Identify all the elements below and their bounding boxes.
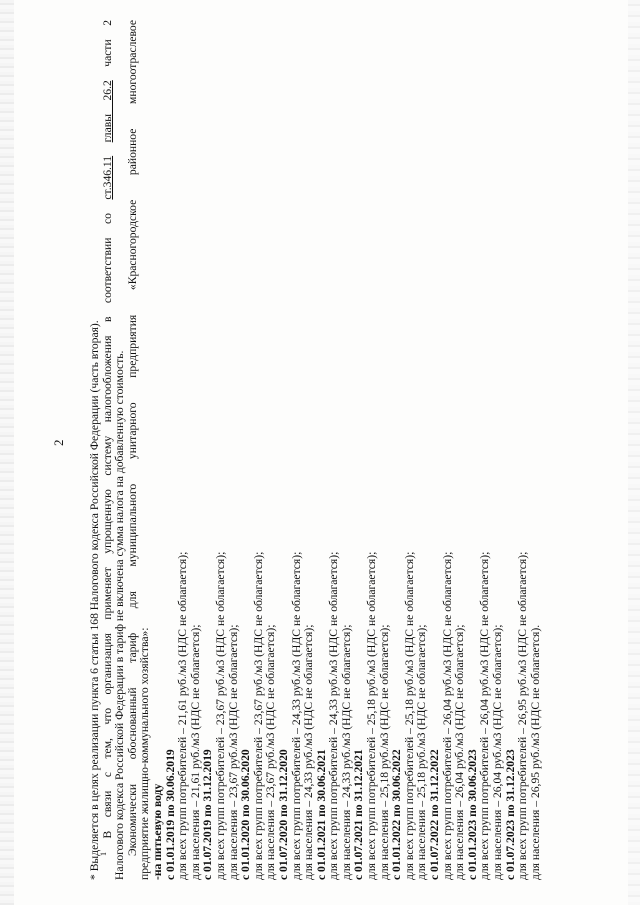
intro-line-1: Экономически обоснованный тариф для муниципального унитарного предприятия «Красногородское районное многоотраслевое [125,20,139,856]
period-label: с 01.01.2021 по 30.06.2021 [314,749,328,880]
tariff-population: для населения – 23,67 руб./м3 (НДС не облагается); [264,624,278,880]
tariff-population: для населения – 26,04 руб./м3 (НДС не облагается); [491,624,504,880]
footnote-one-mark: 1 [98,852,108,856]
document-body [89,10,609,880]
tariff-population: для населения – 26,04 руб./м3 (НДС не облагается); [453,624,467,880]
footnote-one-continuation: Налогового кодекса Российской Федерации в тариф не включена сумма налога на добавленную стоимость. [113,350,127,880]
footnote-star: * Выделяется в целях реализации пункта 6 статьи 168 Налогового кодекса Российской Федерации (часть вторая). [88,320,101,880]
tariff-all-consumers: для всех групп потребителей – 24,33 руб./м3 (НДС не облагается); [327,551,341,880]
tariff-all-consumers: для всех групп потребителей – 24,33 руб./м3 (НДС не облагается); [289,551,303,880]
period-label: с 01.07.2019 по 31.12.2019 [201,749,215,880]
period-label: с 01.01.2023 по 30.06.2023 [465,749,479,880]
tariff-population: для населения – 25,18 руб./м3 (НДС не облагается); [377,624,391,880]
tariff-population: для населения – 23,67 руб./м3 (НДС не облагается); [226,624,240,880]
tariff-population: для населения – 26,95 руб./м3 (НДС не облагается). [528,624,542,880]
period-label: с 01.07.2021 по 31.12.2021 [352,749,366,880]
scan-edge-left [0,0,14,905]
tariff-all-consumers: для всех групп потребителей – 23,67 руб./м3 (НДС не облагается); [251,551,265,880]
period-label: с 01.01.2020 по 30.06.2020 [239,749,253,880]
footnote-one-text-a: В связи с тем, что организация применяет упрощенную систему налогообложения в соответствии со [100,213,114,839]
period-label: с 01.07.2023 по 31.12.2023 [503,749,517,880]
period-label: с 01.01.2019 по 30.06.2019 [163,749,177,880]
section-heading: -на питьевую воду [150,783,164,880]
tariff-all-consumers: для всех групп потребителей – 25,18 руб./м3 (НДС не облагается); [402,551,416,880]
tariff-all-consumers: для всех групп потребителей – 26,95 руб./м3 (НДС не облагается); [516,551,530,880]
scan-edge-right [628,0,640,905]
tariff-all-consumers: для всех групп потребителей – 21,61 руб./м3 (НДС не облагается); [176,551,190,880]
tariff-all-consumers: для всех групп потребителей – 26,04 руб./м3 (НДС не облагается); [440,551,454,880]
tariff-population: для населения – 21,61 руб./м3 (НДС не облагается); [188,624,202,880]
period-label: с 01.07.2020 по 31.12.2020 [276,749,290,880]
tariff-periods [165,10,543,880]
tariff-population: для населения – 25,18 руб./м3 (НДС не облагается); [415,624,429,880]
tariff-all-consumers: для всех групп потребителей – 25,18 руб./м3 (НДС не облагается); [365,551,379,880]
period-label: с 01.01.2022 по 30.06.2022 [390,749,404,880]
intro-line-2: предприятие жилищно-коммунального хозяйства»: [138,627,152,880]
footnote-one-link-article[interactable]: ст.346.11 [100,155,114,200]
page-number: 2 [51,439,66,446]
tariff-all-consumers: для всех групп потребителей – 26,04 руб./м3 (НДС не облагается); [478,551,492,880]
tariff-all-consumers: для всех групп потребителей – 23,67 руб./м3 (НДС не облагается); [213,551,227,880]
footnote-one-link-chapter[interactable]: главы 26.2 [100,80,114,143]
tariff-population: для населения – 24,33 руб./м3 (НДС не облагается); [339,624,353,880]
footnote-one-text-b: части 2 [100,20,114,67]
period-label: с 01.07.2022 по 31.12.2022 [428,749,442,880]
tariff-population: для населения – 24,33 руб./м3 (НДС не облагается); [302,624,316,880]
